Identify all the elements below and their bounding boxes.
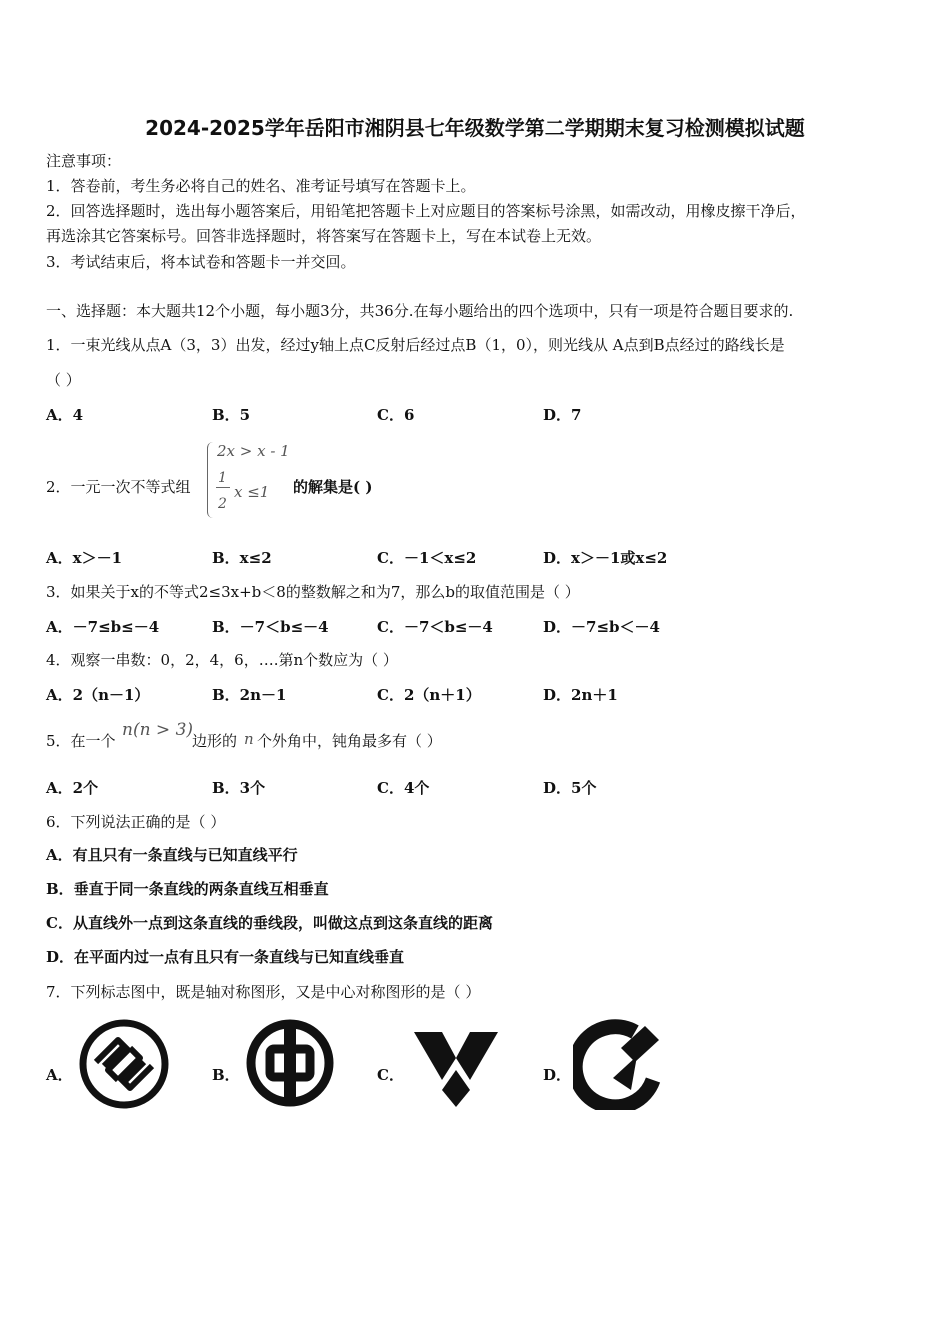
question-6-option-c: C．从直线外一点到这条直线的垂线段，叫做这点到这条直线的距离 [46, 914, 493, 932]
question-5-post: 个外角中，钝角最多有（ ） [257, 732, 442, 750]
question-3-stem: 3．如果关于x的不等式2≤3x+b＜8的整数解之和为7，那么b的取值范围是（ ） [46, 583, 580, 601]
question-3-option-b: B．－7＜b≤－4 [212, 618, 329, 636]
question-5-option-b: B．3个 [212, 779, 266, 797]
question-5-option-c: C．4个 [377, 779, 430, 797]
question-5-n: n [244, 730, 254, 748]
triangles-logo-icon [412, 1030, 500, 1108]
question-3-option-c: C．－7＜b≤－4 [377, 618, 493, 636]
question-2-option-b: B．x≤2 [212, 549, 272, 567]
fraction-denominator: 2 [218, 496, 227, 512]
fraction-bar [216, 487, 230, 488]
notes-item: 再选涂其它答案标号。回答非选择题时，将答案写在答题卡上，写在本试卷上无效。 [46, 227, 602, 245]
page-title: 2024-2025学年岳阳市湘阴县七年级数学第二学期期末复习检测模拟试题 [145, 116, 805, 140]
question-4-stem: 4．观察一串数：0，2，4，6，….第n个数应为（ ） [46, 651, 398, 669]
question-5-option-d: D．5个 [543, 779, 597, 797]
question-5-option-a: A．2个 [46, 779, 99, 797]
question-1-blank: （ ） [46, 371, 81, 389]
notes-heading: 注意事项： [46, 152, 122, 170]
question-2-tail: 的解集是( ) [293, 478, 373, 496]
notes-item: 3．考试结束后，将本试卷和答题卡一并交回。 [46, 253, 356, 271]
bank-of-china-logo-icon [244, 1016, 336, 1110]
question-5-pre: 5．在一个 [46, 732, 116, 750]
question-2-option-a: A．x＞－1 [46, 549, 123, 567]
question-2-option-c: C．－1＜x≤2 [377, 549, 477, 567]
question-4-option-d: D．2n＋1 [543, 686, 618, 704]
question-4-option-c: C．2（n＋1） [377, 686, 481, 704]
question-6-option-d: D．在平面内过一点有且只有一条直线与已知直线垂直 [46, 948, 405, 966]
notes-item: 2．回答选择题时，选出每小题答案后，用铅笔把答题卡上对应题目的答案标号涂黑，如需改动，用橡皮擦干净后， [46, 202, 806, 220]
construction-bank-logo-icon [573, 1018, 663, 1110]
china-mobile-logo-icon [78, 1018, 170, 1110]
fraction-numerator: 1 [218, 470, 227, 486]
question-2-stem: 2．一元一次不等式组 [46, 478, 191, 496]
question-5-math: n(n > 3) [122, 720, 194, 740]
question-6-option-a: A．有且只有一条直线与已知直线平行 [46, 846, 298, 864]
question-7-option-d: D． [543, 1066, 572, 1084]
question-5-mid: 边形的 [192, 732, 238, 750]
question-7-option-c: C． [377, 1066, 404, 1084]
question-4-option-a: A．2（n－1） [46, 686, 150, 704]
question-4-option-b: B．2n－1 [212, 686, 287, 704]
inequality-brace [207, 442, 216, 518]
question-1-option-d: D．7 [543, 406, 582, 424]
question-7-stem: 7．下列标志图中，既是轴对称图形，又是中心对称图形的是（ ） [46, 983, 481, 1001]
question-1-option-b: B．5 [212, 406, 251, 424]
question-2-option-d: D．x＞－1或x≤2 [543, 549, 668, 567]
inequality-1: 2x > x - 1 [217, 442, 290, 460]
notes-item: 1．答卷前，考生务必将自己的姓名、准考证号填写在答题卡上。 [46, 177, 476, 195]
question-6-stem: 6．下列说法正确的是（ ） [46, 813, 226, 831]
question-6-option-b: B．垂直于同一条直线的两条直线互相垂直 [46, 880, 329, 898]
section-heading: 一、选择题：本大题共12个小题，每小题3分，共36分.在每小题给出的四个选项中，只有一项是符合题目要求的. [46, 302, 794, 320]
question-1-option-c: C．6 [377, 406, 415, 424]
question-1-stem: 1．一束光线从点A（3，3）出发，经过y轴上点C反射后经过点B（1，0），则光线从 A点到B点经过的路线长是 [46, 336, 785, 354]
question-7-option-a: A． [46, 1066, 73, 1084]
inequality-2: x ≤1 [234, 483, 270, 501]
question-7-option-b: B． [212, 1066, 240, 1084]
question-3-option-d: D．－7≤b＜－4 [543, 618, 660, 636]
question-1-option-a: A．4 [46, 406, 84, 424]
question-3-option-a: A．－7≤b≤－4 [46, 618, 160, 636]
